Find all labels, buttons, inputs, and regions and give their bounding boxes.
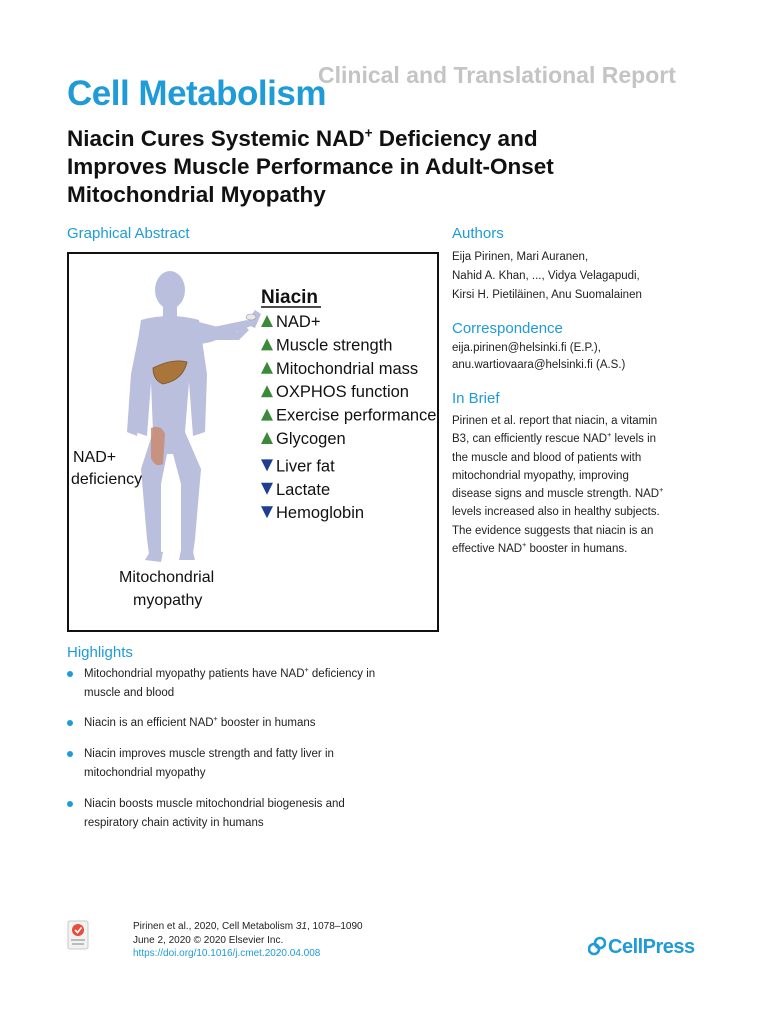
brief-text-segment: disease signs and muscle strength. NAD	[452, 488, 660, 501]
effects-list	[261, 313, 436, 522]
highlight-text: booster in humans	[217, 717, 316, 729]
up-arrow-icon	[261, 432, 273, 444]
brief-text-segment: effective NAD	[452, 543, 523, 556]
date-line: June 2, 2020 © 2020 Elsevier Inc.	[133, 934, 284, 946]
brief-line	[452, 540, 700, 558]
cellpress-logo[interactable]	[588, 936, 695, 959]
article-type: Clinical and Translational Report	[318, 62, 676, 88]
effect-label: Lactate	[276, 480, 331, 499]
highlight-item	[67, 665, 454, 703]
effect-label: Muscle strength	[276, 336, 393, 355]
brief-line: the muscle and blood of patients with	[452, 451, 642, 464]
up-arrow-icon	[261, 362, 273, 374]
title-line1-a: Niacin Cures Systemic NAD	[67, 126, 365, 151]
title-sup: +	[364, 125, 373, 141]
effect-label: OXPHOS function	[276, 383, 409, 402]
human-figure-icon	[127, 271, 251, 562]
highlight-sup: +	[304, 666, 309, 675]
cellpress-mark-icon	[588, 936, 606, 956]
author-line: Nahid A. Khan, ..., Vidya Velagapudi,	[452, 270, 640, 282]
down-arrow-icon	[261, 459, 273, 471]
graphical-abstract-figure	[67, 252, 439, 632]
citation-text: , 1078–1090	[306, 921, 363, 932]
niacin-label: Niacin	[261, 287, 319, 308]
myopathy-line1: Mitochondrial	[119, 569, 215, 586]
highlight-text: respiratory chain activity in humans	[84, 817, 264, 829]
highlight-item	[67, 745, 454, 783]
bullet-icon	[67, 801, 73, 807]
brief-line	[452, 485, 700, 503]
authors-heading: Authors	[452, 225, 504, 242]
in-brief-text	[452, 412, 700, 558]
brief-line: mitochondrial myopathy, improving	[452, 469, 629, 482]
author-line: Eija Pirinen, Mari Auranen,	[452, 251, 589, 263]
highlight-sup: +	[213, 715, 218, 724]
down-arrow-icon	[261, 506, 273, 518]
brief-text-segment: levels in	[611, 433, 657, 446]
correspondence-heading: Correspondence	[452, 320, 563, 337]
title-line3: Mitochondrial Myopathy	[67, 182, 326, 207]
citation-text: Pirinen et al., 2020, Cell Metabolism	[133, 921, 296, 932]
doi-link[interactable]: https://doi.org/10.1016/j.cmet.2020.04.008	[133, 948, 321, 959]
email-link[interactable]: anu.wartiovaara@helsinki.fi (A.S.)	[452, 359, 626, 371]
nad-deficiency-line1: NAD+	[73, 449, 117, 466]
graphical-abstract-svg	[69, 254, 437, 630]
citation-line	[133, 920, 363, 934]
brief-sup: +	[522, 541, 527, 550]
highlight-text: mitochondrial myopathy	[84, 767, 206, 779]
bullet-icon	[67, 671, 73, 677]
brief-sup: +	[607, 431, 612, 440]
journal-name: Cell Metabolism	[67, 74, 326, 113]
highlight-text: muscle and blood	[84, 687, 175, 699]
highlight-text: Niacin boosts muscle mitochondrial biogenesis and	[84, 798, 345, 810]
article-title	[67, 125, 687, 209]
author-list	[452, 248, 712, 305]
highlight-text: Niacin improves muscle strength and fatty liver in	[84, 748, 334, 760]
nad-deficiency-line2: deficiency	[71, 471, 143, 488]
effect-label: Mitochondrial mass	[276, 359, 419, 378]
brief-sup: +	[659, 486, 664, 495]
muscle-icon	[151, 427, 165, 465]
check-for-updates-icon[interactable]	[67, 920, 89, 950]
highlight-item	[67, 795, 454, 833]
brief-line: The evidence suggests that niacin is an	[452, 524, 654, 537]
title-line1-b: Deficiency and	[372, 126, 538, 151]
brief-line: levels increased also in healthy subjects.	[452, 506, 660, 519]
citation-block	[133, 920, 363, 961]
brief-text-segment: B3, can efficiently rescue NAD	[452, 433, 608, 446]
up-arrow-icon	[261, 315, 273, 327]
highlight-text: deficiency in	[308, 668, 376, 680]
correspondence-emails	[452, 340, 712, 374]
up-arrow-icon	[261, 338, 273, 350]
citation-volume: 31	[295, 921, 307, 932]
highlight-text: Niacin is an efficient NAD	[84, 717, 214, 729]
highlight-item	[67, 714, 454, 733]
brief-line	[452, 430, 700, 448]
effect-label: Liver fat	[276, 457, 335, 476]
up-arrow-icon	[261, 409, 273, 421]
bullet-icon	[67, 720, 73, 726]
down-arrow-icon	[261, 483, 273, 495]
bullet-icon	[67, 751, 73, 757]
author-line: Kirsi H. Pietiläinen, Anu Suomalainen	[452, 289, 642, 301]
up-arrow-icon	[261, 385, 273, 397]
highlight-text: Mitochondrial myopathy patients have NAD	[84, 668, 305, 680]
highlights-heading: Highlights	[67, 644, 133, 661]
brief-text-segment: booster in humans.	[526, 543, 628, 556]
effect-label: Exercise performance	[276, 406, 437, 425]
myopathy-line2: myopathy	[133, 592, 203, 609]
publisher-name: CellPress	[608, 936, 695, 958]
pill-icon	[246, 314, 256, 320]
brief-line: Pirinen et al. report that niacin, a vitamin	[452, 415, 658, 427]
graphical-abstract-heading: Graphical Abstract	[67, 225, 190, 242]
effect-label: Hemoglobin	[276, 504, 365, 523]
effect-label: NAD+	[276, 313, 321, 331]
title-line2: Improves Muscle Performance in Adult-Onset	[67, 154, 554, 179]
effect-label: Glycogen	[276, 430, 346, 448]
email-link[interactable]: eija.pirinen@helsinki.fi (E.P.),	[452, 342, 601, 354]
in-brief-heading: In Brief	[452, 390, 500, 407]
